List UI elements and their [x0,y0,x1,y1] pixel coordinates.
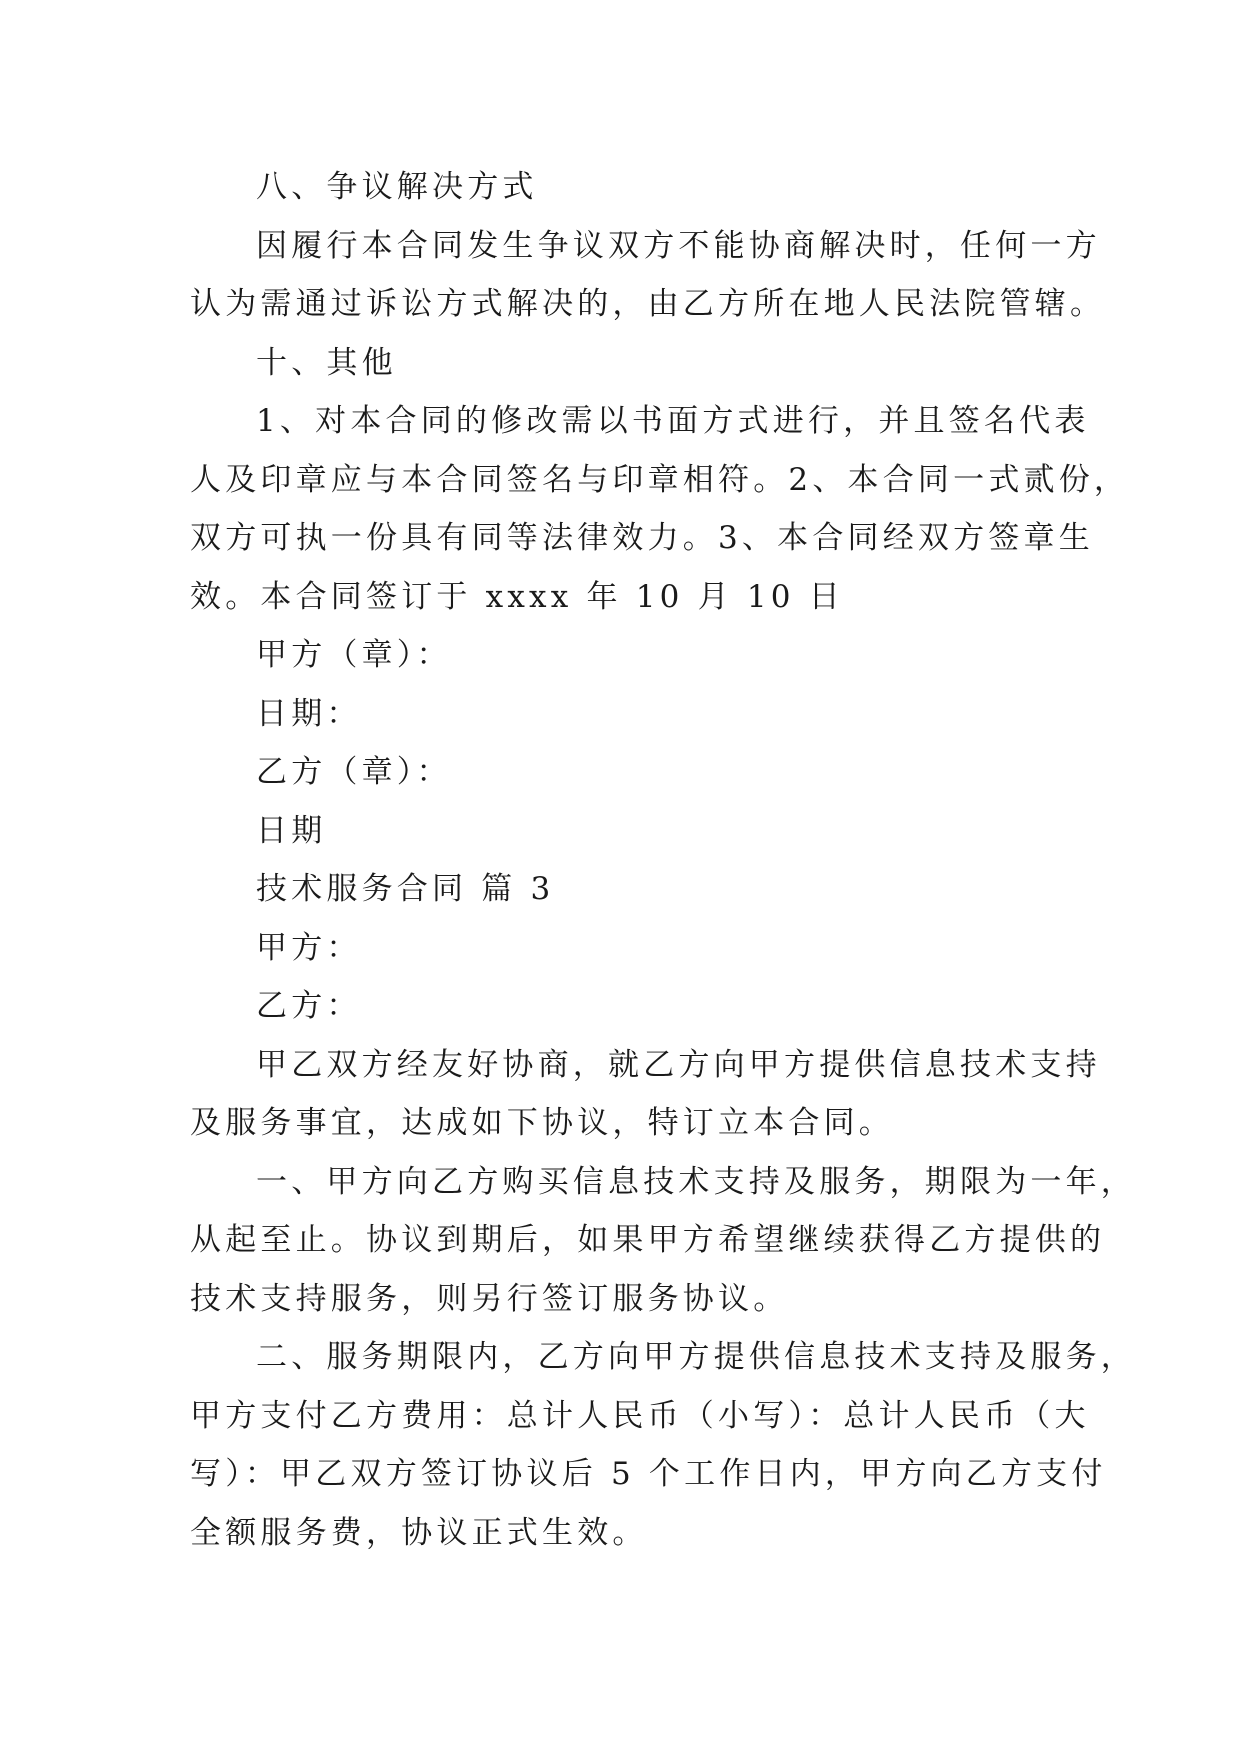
party-a-label: 甲方： [256,929,362,966]
party-a-seal-label: 甲方（章）： [256,637,452,673]
date-label: 日期 [256,812,327,849]
paragraph-line: 认为需通过诉讼方式解决的，由乙方所在地人民法院管辖。 [190,286,1106,322]
paragraph-line: 效。本合同签订于 xxxx 年 10 月 10 日 [190,578,844,615]
section-heading-other: 十、其他 [256,344,397,381]
paragraph-line: 从起至止。协议到期后，如果甲方希望继续获得乙方提供的 [190,1222,1106,1258]
paragraph-line: 1、对本合同的修改需以书面方式进行，并且签名代表 [256,403,1090,439]
document-body [190,158,1136,1562]
paragraph-line: 全额服务费，协议正式生效。 [190,1514,648,1551]
date-label: 日期： [256,695,362,732]
party-b-label: 乙方： [256,988,362,1024]
paragraph-line: 双方可执一份具有同等法律效力。3、本合同经双方签章生 [190,520,1094,556]
section-heading-dispute: 八、争议解决方式 [256,169,538,205]
paragraph-line: 因履行本合同发生争议双方不能协商解决时，任何一方 [256,227,1101,264]
paragraph-line: 一、甲方向乙方购买信息技术支持及服务，期限为一年， [256,1163,1136,1200]
paragraph-line: 技术支持服务，则另行签订服务协议。 [190,1280,789,1317]
paragraph-line: 甲方支付乙方费用：总计人民币（小写）：总计人民币（大 [190,1397,1090,1434]
paragraph-line: 人及印章应与本合同签名与印章相符。2、本合同一式贰份， [190,461,1130,498]
paragraph-line: 写）：甲乙双方签订协议后 5 个工作日内，甲方向乙方支付 [190,1456,1107,1492]
paragraph-line: 及服务事宜，达成如下协议，特订立本合同。 [190,1105,894,1141]
paragraph-line: 甲乙双方经友好协商，就乙方向甲方提供信息技术支持 [256,1046,1101,1083]
contract-title: 技术服务合同 篇 3 [256,871,555,907]
party-b-seal-label: 乙方（章）： [256,754,452,790]
paragraph-line: 二、服务期限内，乙方向甲方提供信息技术支持及服务， [256,1339,1136,1375]
